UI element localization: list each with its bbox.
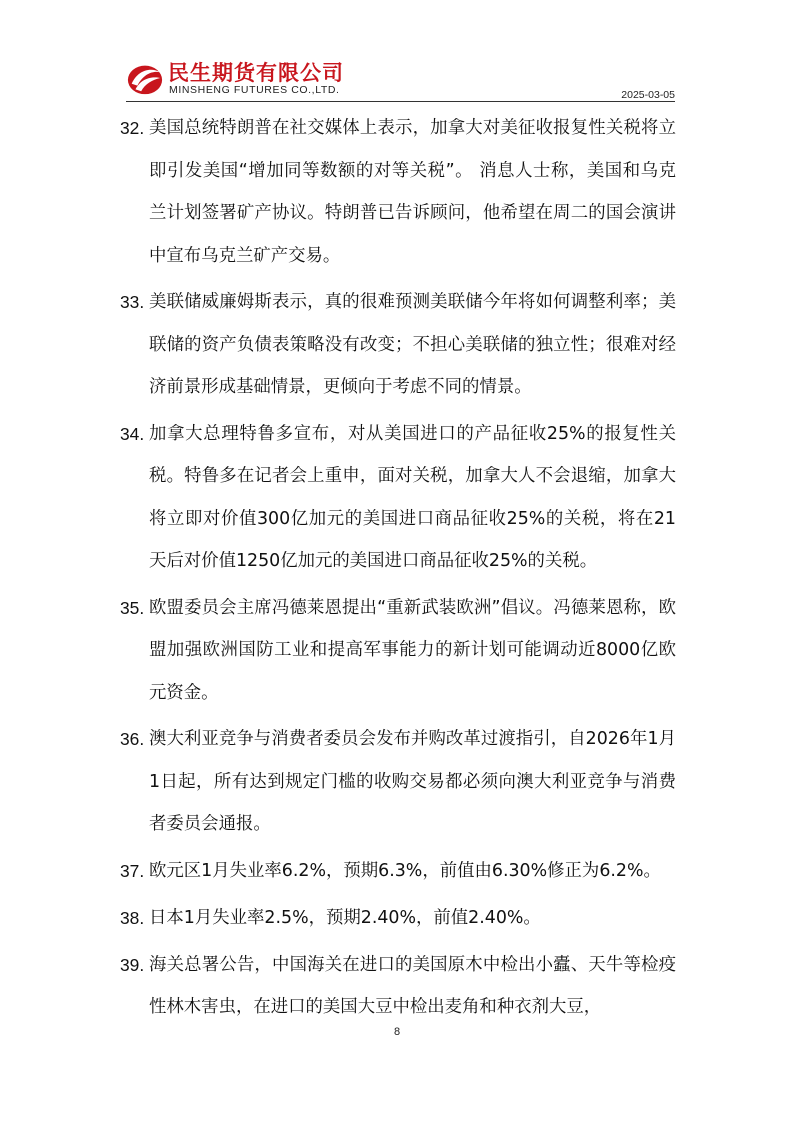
item-text: 日本1月失业率2.5%，预期2.40%，前值2.40%。 — [149, 907, 541, 928]
header-divider — [126, 101, 675, 102]
item-text: 美联储威廉姆斯表示，真的很难预测美联储今年将如何调整利率；美联储的资产负债表策略没有改变；不担心美联储的独立性；很难对经济前景形成基础情景，更倾向于考虑不同的情景。 — [149, 292, 676, 397]
brand-name-cn: 民生期货有限公司 — [168, 61, 344, 85]
list-item — [120, 897, 676, 940]
item-number: 33. — [120, 292, 145, 312]
item-number: 37. — [120, 860, 145, 881]
item-text: 加拿大总理特鲁多宣布，对从美国进口的产品征收25%的报复性关税。特鲁多在记者会上重申，面对关税，加拿大人不会退缩，加拿大将立即对价值300亿加元的美国进口商品征收25%的关税，将在21天后对价值1250亿加元的美国进口商品征收25%的关税。 — [149, 423, 676, 571]
item-text: 澳大利亚竞争与消费者委员会发布并购改革过渡指引，自2026年1月1日起，所有达到规定门槛的收购交易都必须向澳大利亚竞争与消费者委员会通报。 — [149, 729, 676, 834]
page-number: 8 — [393, 1026, 401, 1038]
item-text: 美国总统特朗普在社交媒体上表示，加拿大对美征收报复性关税将立即引发美国“增加同等数额的对等关税”。 消息人士称，美国和乌克兰计划签署矿产协议。特朗普已告诉顾问，他希望在周二的国会演讲中宣布乌克兰矿产交易。 — [149, 118, 676, 266]
item-number: 35. — [120, 597, 145, 618]
list-item — [120, 718, 676, 846]
item-number: 36. — [120, 729, 145, 749]
item-number: 32. — [120, 118, 145, 138]
list-item — [120, 107, 676, 277]
item-number: 39. — [120, 954, 145, 975]
minsheng-logo-icon — [126, 59, 164, 97]
item-text: 海关总署公告，中国海关在进口的美国原木中检出小蠹、天牛等检疫性林木害虫，在进口的美国大豆中检出麦角和种衣剂大豆， — [149, 954, 676, 1017]
page-header — [126, 55, 675, 103]
item-number: 38. — [120, 907, 145, 928]
item-number: 34. — [120, 423, 145, 444]
list-item — [120, 413, 676, 583]
list-item — [120, 850, 676, 893]
brand-name-en: MINSHENG FUTURES CO.,LTD. — [169, 84, 340, 96]
item-text: 欧元区1月失业率6.2%，预期6.3%，前值由6.30%修正为6.2%。 — [149, 860, 661, 881]
list-item — [120, 944, 676, 1029]
report-date: 2025-03-05 — [621, 89, 675, 101]
news-list — [120, 107, 676, 1033]
list-item — [120, 587, 676, 715]
list-item — [120, 281, 676, 409]
item-text: 欧盟委员会主席冯德莱恩提出“重新武装欧洲”倡议。冯德莱恩称，欧盟加强欧洲国防工业和提高军事能力的新计划可能调动近8000亿欧元资金。 — [149, 597, 676, 703]
